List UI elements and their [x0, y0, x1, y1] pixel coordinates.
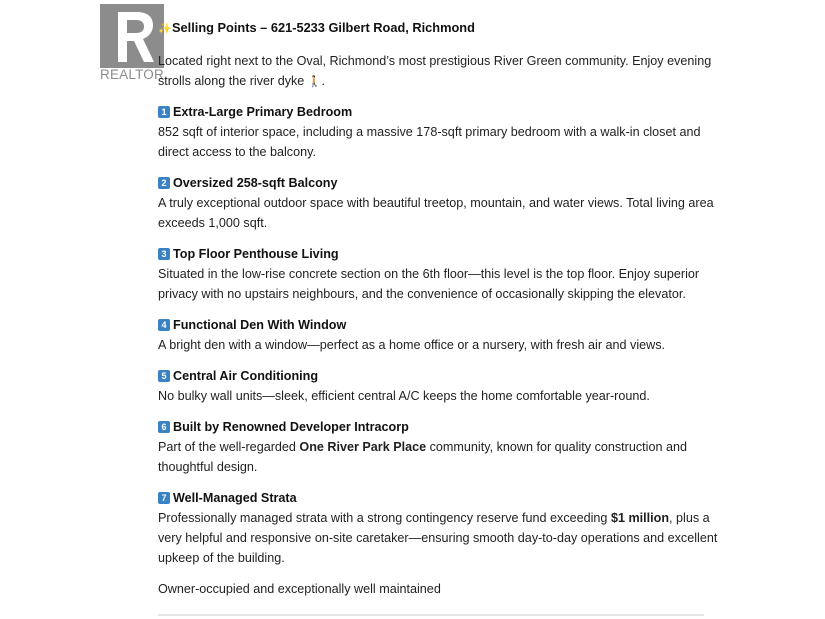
- number-7-icon: 7: [158, 492, 170, 504]
- person-walking-icon: 🚶: [307, 76, 322, 88]
- realtor-r-mark: [100, 4, 164, 68]
- selling-point-5: [158, 366, 718, 406]
- selling-point-body: [158, 508, 718, 568]
- bottom-divider: [158, 614, 704, 616]
- selling-point-2: [158, 173, 718, 233]
- selling-point-heading: [158, 315, 718, 335]
- body-emphasis: One River Park Place: [299, 440, 427, 454]
- body-text: community, known for quality construction and thoughtful design.: [158, 440, 687, 474]
- sparkles-icon: ✨: [158, 23, 172, 35]
- heading-text: Central Air Conditioning: [173, 369, 319, 383]
- selling-point-body: 852 sqft of interior space, including a massive 178-sqft primary bedroom with a walk-in closet and direct access to the balcony.: [158, 125, 701, 159]
- heading-text: Extra-Large Primary Bedroom: [173, 105, 353, 119]
- heading-text: Top Floor Penthouse Living: [173, 247, 339, 261]
- selling-point-heading: [158, 488, 718, 508]
- number-4-icon: 4: [158, 319, 170, 331]
- number-2-icon: 2: [158, 177, 170, 189]
- intro-text: Located right next to the Oval, Richmond’s most prestigious River Green community. Enjoy evening strolls along the river dyke: [158, 54, 712, 88]
- selling-point-4: [158, 315, 718, 355]
- selling-point-body: Situated in the low-rise concrete section on the 6th floor—this level is the top floor. Enjoy superior privacy with no upstairs neighbours, and the convenience of occasionally skipping the elevator.: [158, 267, 700, 301]
- number-1-icon: 1: [158, 106, 170, 118]
- selling-point-body: No bulky wall units—sleek, efficient central A/C keeps the home comfortable year-round.: [158, 389, 650, 403]
- r-letter-icon: [100, 4, 164, 68]
- body-text: , plus a very helpful and responsive on-site caretaker—ensuring smooth day-to-day operations and excellent upkeep of the building.: [158, 511, 718, 565]
- selling-point-7: [158, 488, 718, 568]
- selling-point-3: [158, 244, 718, 304]
- realtor-wordmark: REALTOR: [100, 67, 164, 82]
- intro-end: .: [321, 74, 325, 88]
- selling-point-body: [158, 437, 718, 477]
- number-5-icon: 5: [158, 370, 170, 382]
- selling-point-body: A bright den with a window—perfect as a home office or a nursery, with fresh air and views.: [158, 338, 666, 352]
- heading-text: Oversized 258-sqft Balcony: [173, 176, 338, 190]
- selling-point-heading: [158, 102, 718, 122]
- heading-text: Built by Renowned Developer Intracorp: [173, 420, 409, 434]
- intro-paragraph: [158, 51, 718, 92]
- number-6-icon: 6: [158, 421, 170, 433]
- body-text: Part of the well-regarded: [158, 440, 300, 454]
- selling-points-document: [158, 20, 718, 599]
- body-text: Professionally managed strata with a strong contingency reserve fund exceeding: [158, 511, 611, 525]
- heading-text: Functional Den With Window: [173, 318, 347, 332]
- document-title: [158, 20, 718, 37]
- selling-point-heading: [158, 244, 718, 264]
- selling-point-heading: [158, 366, 718, 386]
- selling-point-heading: [158, 417, 718, 437]
- heading-text: Well-Managed Strata: [173, 491, 297, 505]
- closing-line: Owner-occupied and exceptionally well maintained: [158, 582, 441, 596]
- selling-point-body: A truly exceptional outdoor space with beautiful treetop, mountain, and water views. Total living area exceeds 1,000 sqft.: [158, 196, 714, 230]
- body-emphasis: $1 million: [610, 511, 670, 525]
- document-title-text: Selling Points – 621-5233 Gilbert Road, Richmond: [172, 20, 475, 35]
- selling-point-heading: [158, 173, 718, 193]
- number-3-icon: 3: [158, 248, 170, 260]
- selling-point-6: [158, 417, 718, 477]
- selling-point-1: [158, 102, 718, 162]
